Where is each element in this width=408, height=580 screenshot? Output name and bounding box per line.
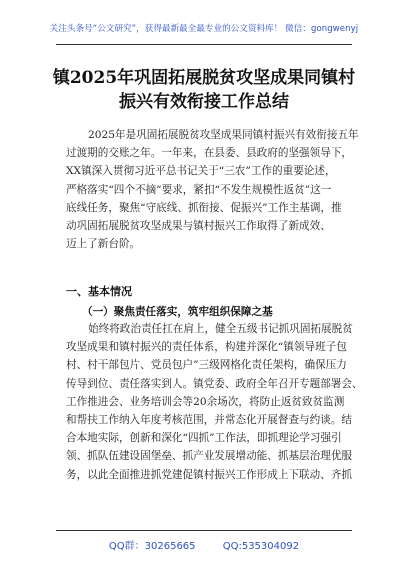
- footer: [0, 537, 408, 552]
- footer-qq: QQ:535304092: [222, 541, 300, 552]
- section1-line: 传导到位、责任落实到人。镇党委、政府全年召开专题部署会、: [66, 377, 363, 390]
- intro-line: 2025年是巩固拓展脱贫攻坚成果同镇村振兴有效衔接五年: [88, 129, 359, 141]
- document-title: [40, 66, 368, 114]
- sub-heading: （一）聚焦责任落实，筑牢组织保障之基: [82, 306, 273, 318]
- section1-line: 工作推进会、业务培训会等20余场次，将防止返贫致贫监测: [66, 395, 345, 408]
- title-line-2: 振兴有效衔接工作总结: [119, 92, 289, 112]
- section1-line: 攻坚成果和镇村振兴的责任体系，构建并深化“镇领导班子包: [66, 341, 347, 354]
- section1-line: 领、抓队伍建设固堡垒、抓产业发展增动能、抓基层治理优服: [66, 450, 353, 463]
- section1-line: 务，以此全面推进抓党建促镇村振兴工作形成上下联动、齐抓: [66, 468, 353, 481]
- intro-line: 底线任务，聚焦“守底线、抓衔接、促振兴”工作主基调，推: [66, 201, 342, 214]
- footer-divider: [56, 530, 352, 531]
- intro-line: 严格落实“四个不摘”要求，紧扣“不发生规模性返贫”这一: [66, 183, 332, 196]
- section-heading: 一、基本情况: [66, 285, 132, 298]
- intro-line: 动巩固拓展脱贫攻坚成果与镇村振兴工作取得了新成效、: [66, 220, 331, 233]
- header-divider: [56, 44, 352, 45]
- section1-line: 和帮扶工作纳入年度考核范围，并常态化开展督查与约谈。结: [66, 414, 353, 427]
- intro-line: 迈上了新台阶。: [66, 238, 141, 251]
- intro-paragraph: [66, 126, 359, 253]
- section1-line: 合本地实际，创新和深化“四抓”工作法，即抓理论学习强引: [66, 432, 342, 445]
- footer-qq-group: QQ群：30265665: [108, 541, 196, 552]
- header-banner: 关注头条号“公文研究”，获得最新最全最专业的公文资料库！ 微信：gongwenyj: [49, 24, 359, 34]
- intro-line: 过渡期的交账之年。一年来，在县委、县政府的坚强领导下，: [66, 147, 353, 160]
- section1-paragraph: [66, 320, 363, 484]
- section1-line: 村、村干部包片、党员包户”三级网格化责任架构，确保压力: [66, 359, 347, 372]
- section1-line: 始终将政治责任扛在肩上，健全五级书记抓巩固拓展脱贫: [88, 323, 353, 335]
- title-line-1: 镇2025年巩固拓展脱贫攻坚成果同镇村: [52, 68, 356, 88]
- intro-line: XX镇深入贯彻习近平总书记关于“三农”工作的重要论述，: [66, 165, 336, 178]
